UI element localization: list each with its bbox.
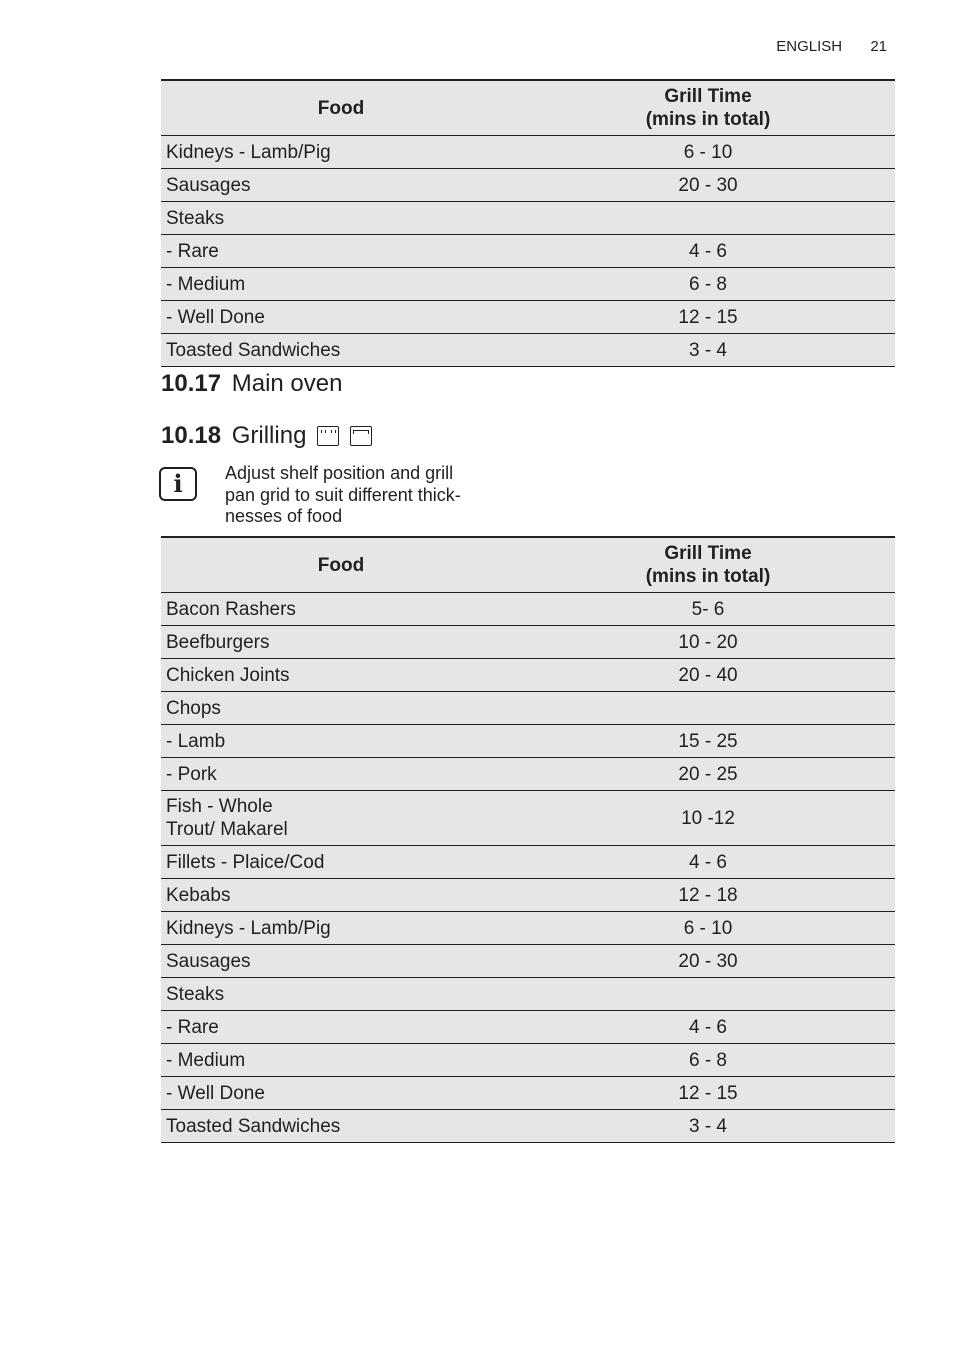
food-cell <box>161 791 521 846</box>
time-cell: 10 -12 <box>521 791 895 846</box>
table-row <box>161 912 895 945</box>
food-cell: - Medium <box>161 268 521 301</box>
table-row <box>161 268 895 301</box>
food-cell: Steaks <box>161 202 521 235</box>
info-note-text <box>225 463 495 528</box>
section-number: 10.17 <box>161 370 222 397</box>
section-number: 10.18 <box>161 422 222 449</box>
table-row <box>161 169 895 202</box>
time-cell <box>521 202 895 235</box>
col-header-time-line2: (mins in total) <box>645 109 771 130</box>
food-cell: Beefburgers <box>161 626 521 659</box>
table-row <box>161 626 895 659</box>
table-row <box>161 1077 895 1110</box>
food-cell: Sausages <box>161 945 521 978</box>
food-cell: Fillets - Plaice/Cod <box>161 846 521 879</box>
grill-table-2 <box>161 536 895 1143</box>
food-cell: - Lamb <box>161 725 521 758</box>
language-label: ENGLISH <box>776 38 843 55</box>
table-row <box>161 659 895 692</box>
time-cell: 12 - 18 <box>521 879 895 912</box>
food-cell: - Well Done <box>161 1077 521 1110</box>
time-cell: 15 - 25 <box>521 725 895 758</box>
food-cell: Toasted Sandwiches <box>161 1110 521 1143</box>
time-cell: 20 - 30 <box>521 945 895 978</box>
food-cell: - Rare <box>161 1011 521 1044</box>
food-cell: - Well Done <box>161 301 521 334</box>
time-cell: 4 - 6 <box>521 846 895 879</box>
page-number: 21 <box>870 38 887 55</box>
food-cell-line2: Trout/ Makarel <box>166 819 288 840</box>
col-header-grill-time <box>521 537 895 593</box>
time-cell: 5- 6 <box>521 593 895 626</box>
col-header-food: Food <box>161 537 521 593</box>
table-row <box>161 202 895 235</box>
col-header-time-line1: Grill Time <box>664 543 752 564</box>
table-row <box>161 791 895 846</box>
table-row <box>161 301 895 334</box>
table-row <box>161 334 895 367</box>
time-cell: 6 - 10 <box>521 136 895 169</box>
table-header-row <box>161 80 895 136</box>
food-cell: Kidneys - Lamb/Pig <box>161 136 521 169</box>
section-heading-main-oven <box>161 370 342 398</box>
time-cell: 20 - 25 <box>521 758 895 791</box>
food-cell: Chops <box>161 692 521 725</box>
food-cell: - Pork <box>161 758 521 791</box>
col-header-time-line2: (mins in total) <box>645 566 771 587</box>
time-cell: 4 - 6 <box>521 235 895 268</box>
table-row <box>161 1011 895 1044</box>
table-row <box>161 235 895 268</box>
full-grill-oven-icon <box>350 426 372 446</box>
food-cell: Kidneys - Lamb/Pig <box>161 912 521 945</box>
table-row <box>161 1110 895 1143</box>
food-cell-line1: Fish - Whole <box>166 796 273 817</box>
time-cell: 4 - 6 <box>521 1011 895 1044</box>
food-cell: - Rare <box>161 235 521 268</box>
time-cell <box>521 692 895 725</box>
food-cell: Steaks <box>161 978 521 1011</box>
time-cell: 6 - 10 <box>521 912 895 945</box>
info-note-line: pan grid to suit different thick- <box>225 484 461 505</box>
col-header-time-line1: Grill Time <box>664 86 752 107</box>
section-title: Main oven <box>231 370 343 397</box>
table-row <box>161 1044 895 1077</box>
table-row <box>161 136 895 169</box>
section-heading-grilling <box>161 422 372 450</box>
table-row <box>161 593 895 626</box>
time-cell: 6 - 8 <box>521 268 895 301</box>
time-cell: 20 - 40 <box>521 659 895 692</box>
food-cell: Sausages <box>161 169 521 202</box>
food-cell: - Medium <box>161 1044 521 1077</box>
table-header-row <box>161 537 895 593</box>
grill-oven-icon <box>317 426 339 446</box>
time-cell: 12 - 15 <box>521 301 895 334</box>
table-row <box>161 978 895 1011</box>
food-cell: Toasted Sandwiches <box>161 334 521 367</box>
table-row <box>161 945 895 978</box>
food-cell: Chicken Joints <box>161 659 521 692</box>
food-cell: Bacon Rashers <box>161 593 521 626</box>
page-header <box>776 38 887 55</box>
time-cell: 20 - 30 <box>521 169 895 202</box>
food-cell: Kebabs <box>161 879 521 912</box>
info-note-line: nesses of food <box>225 506 343 526</box>
info-icon: i <box>159 467 197 501</box>
table-row <box>161 846 895 879</box>
col-header-grill-time <box>521 80 895 136</box>
time-cell: 6 - 8 <box>521 1044 895 1077</box>
time-cell: 3 - 4 <box>521 1110 895 1143</box>
grill-table-1 <box>161 79 895 367</box>
time-cell <box>521 978 895 1011</box>
info-note-line: Adjust shelf position and grill <box>225 463 454 483</box>
table-row <box>161 758 895 791</box>
time-cell: 3 - 4 <box>521 334 895 367</box>
time-cell: 12 - 15 <box>521 1077 895 1110</box>
table-row <box>161 725 895 758</box>
table-row <box>161 692 895 725</box>
col-header-food: Food <box>161 80 521 136</box>
time-cell: 10 - 20 <box>521 626 895 659</box>
section-title: Grilling <box>231 422 307 449</box>
table-row <box>161 879 895 912</box>
